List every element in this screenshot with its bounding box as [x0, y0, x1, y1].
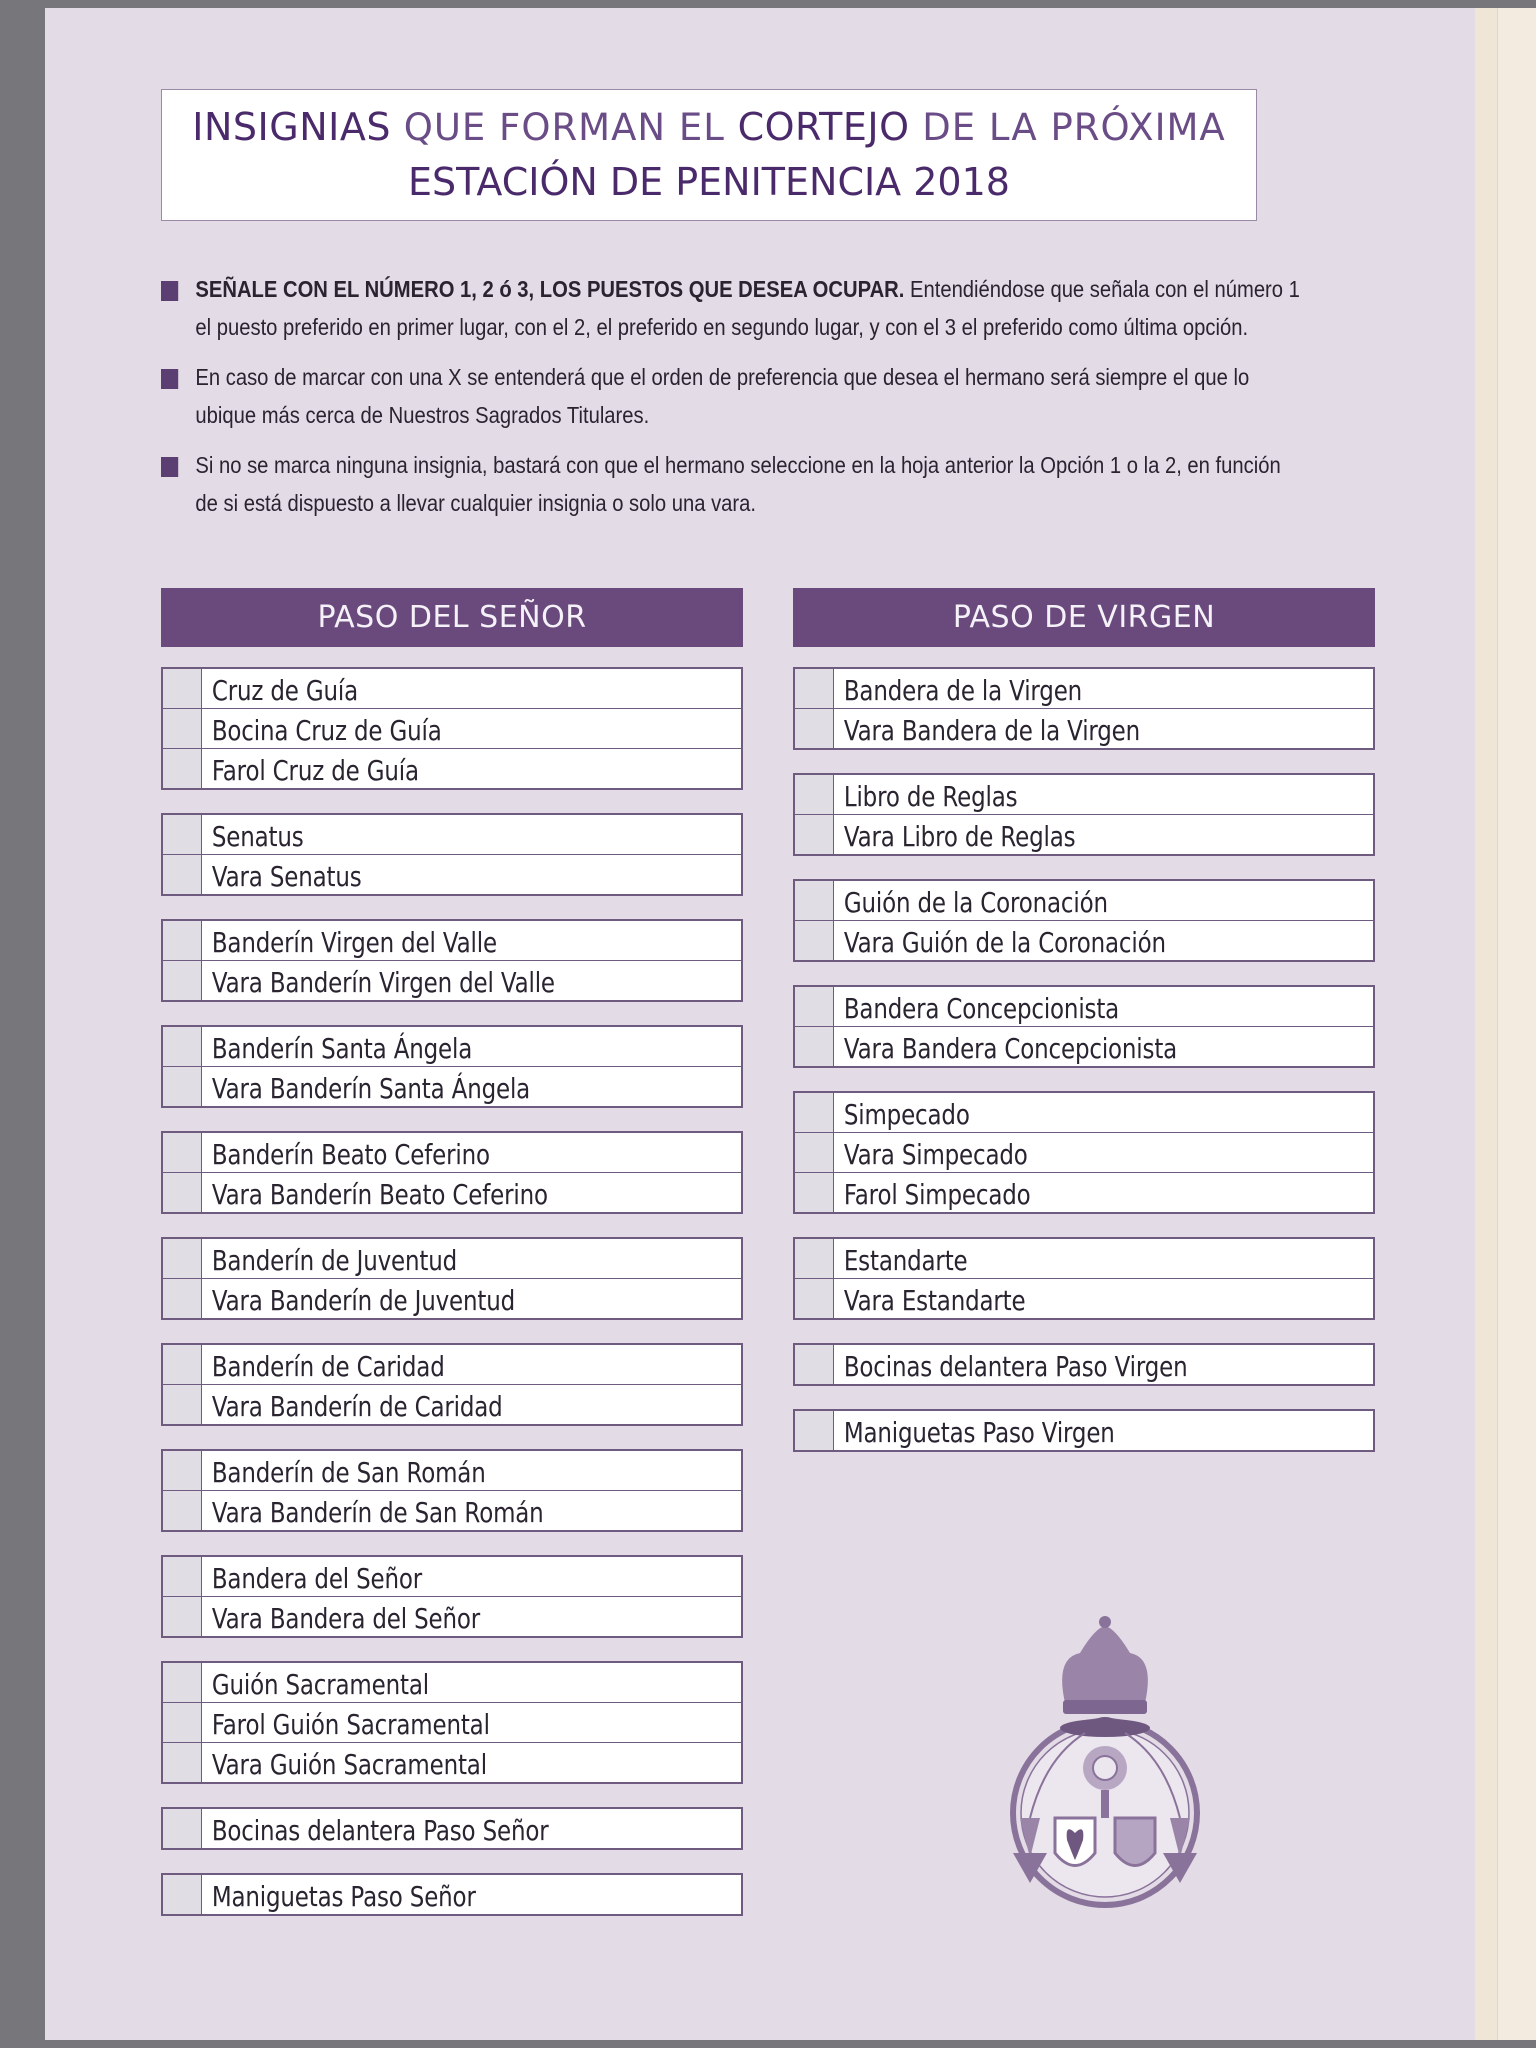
- insignia-group: [793, 1409, 1375, 1452]
- square-bullet-icon: [161, 369, 178, 389]
- title-text-b: DE LA PRÓXIMA: [909, 106, 1226, 149]
- insignia-row: [163, 921, 741, 960]
- column-header: PASO DE VIRGEN: [793, 588, 1375, 647]
- insignia-group: [161, 1131, 743, 1214]
- insignia-row: [795, 987, 1373, 1026]
- insignia-row: [163, 1490, 741, 1530]
- preference-checkbox[interactable]: [163, 1133, 202, 1172]
- insignia-row: [795, 920, 1373, 960]
- preference-checkbox[interactable]: [795, 669, 834, 708]
- preference-checkbox[interactable]: [163, 669, 202, 708]
- preference-checkbox[interactable]: [163, 1345, 202, 1384]
- preference-checkbox[interactable]: [795, 709, 834, 748]
- page-edge-strip: [1475, 8, 1536, 2040]
- insignia-row: [795, 1093, 1373, 1132]
- preference-checkbox[interactable]: [163, 1067, 202, 1106]
- insignia-row: [163, 1557, 741, 1596]
- preference-checkbox[interactable]: [163, 1239, 202, 1278]
- preference-checkbox[interactable]: [795, 921, 834, 960]
- preference-checkbox[interactable]: [163, 815, 202, 854]
- insignia-group: [793, 1091, 1375, 1214]
- insignia-label: Vara Bandera de la Virgen: [843, 714, 1141, 747]
- preference-checkbox[interactable]: [163, 1743, 202, 1782]
- insignia-label: Bandera del Señor: [211, 1562, 423, 1595]
- insignia-group: [793, 667, 1375, 750]
- preference-checkbox[interactable]: [795, 1173, 834, 1212]
- preference-checkbox[interactable]: [163, 1173, 202, 1212]
- instruction-text: Si no se marca ninguna insignia, bastará con que el hermano seleccione en la hoja anterior la Opción 1 o la 2, en función de si está dispuesto a llevar cualquier insignia o solo una vara.: [195, 452, 1281, 516]
- insignia-row: [163, 748, 741, 788]
- insignia-label: Farol Cruz de Guía: [211, 754, 419, 787]
- page-title: [161, 89, 1257, 221]
- instruction-item: [161, 358, 1305, 434]
- insignia-label: Maniguetas Paso Virgen: [843, 1416, 1115, 1449]
- column-header: PASO DEL SEÑOR: [161, 588, 743, 647]
- insignia-group: [161, 667, 743, 790]
- insignia-label: Bocina Cruz de Guía: [211, 714, 442, 747]
- insignia-label: Vara Banderín Santa Ángela: [211, 1072, 531, 1105]
- insignia-row: [163, 1239, 741, 1278]
- preference-checkbox[interactable]: [795, 1345, 834, 1384]
- preference-checkbox[interactable]: [795, 987, 834, 1026]
- insignia-label: Vara Bandera del Señor: [211, 1602, 481, 1635]
- insignia-label: Vara Banderín de San Román: [211, 1496, 544, 1529]
- insignia-row: [163, 1066, 741, 1106]
- insignia-row: [163, 1451, 741, 1490]
- insignia-label: Banderín Beato Ceferino: [211, 1138, 490, 1171]
- preference-checkbox[interactable]: [163, 749, 202, 788]
- insignia-row: [795, 1278, 1373, 1318]
- insignia-row: [163, 1875, 741, 1914]
- insignia-row: [163, 1702, 741, 1742]
- insignia-group: [793, 1237, 1375, 1320]
- preference-checkbox[interactable]: [163, 1451, 202, 1490]
- instruction-emphasis: SEÑALE CON EL NÚMERO 1, 2 ó 3, LOS PUESTOS QUE DESEA OCUPAR.: [195, 276, 905, 302]
- insignia-group: [161, 1237, 743, 1320]
- insignia-row: [163, 1809, 741, 1848]
- insignia-label: Banderín Santa Ángela: [211, 1032, 473, 1065]
- insignia-label: Banderín de San Román: [211, 1456, 486, 1489]
- insignia-group: [161, 1807, 743, 1850]
- insignia-label: Estandarte: [843, 1244, 968, 1277]
- insignia-row: [163, 1742, 741, 1782]
- insignia-group: [161, 1025, 743, 1108]
- insignia-row: [795, 881, 1373, 920]
- insignia-label: Guión de la Coronación: [843, 886, 1108, 919]
- instruction-item: [161, 446, 1305, 522]
- title-word-insignias: INSIGNIAS: [192, 105, 391, 149]
- insignia-row: [163, 669, 741, 708]
- insignia-row: [163, 1384, 741, 1424]
- insignia-row: [163, 1663, 741, 1702]
- insignia-label: Vara Banderín Beato Ceferino: [211, 1178, 548, 1211]
- preference-checkbox[interactable]: [795, 1027, 834, 1066]
- preference-checkbox[interactable]: [163, 1557, 202, 1596]
- insignia-row: [795, 708, 1373, 748]
- insignia-group: [161, 1343, 743, 1426]
- preference-checkbox[interactable]: [163, 1875, 202, 1914]
- title-word-cortejo: CORTEJO: [737, 105, 910, 149]
- insignia-row: [163, 1172, 741, 1212]
- insignia-label: Maniguetas Paso Señor: [211, 1880, 476, 1913]
- insignia-group: [161, 919, 743, 1002]
- title-text-a: QUE FORMAN EL: [390, 106, 738, 149]
- insignia-label: Farol Simpecado: [843, 1178, 1031, 1211]
- insignia-row: [163, 815, 741, 854]
- insignia-label: Farol Guión Sacramental: [211, 1708, 490, 1741]
- title-line-2: ESTACIÓN DE PENITENCIA 2018: [408, 160, 1010, 204]
- insignia-label: Bocinas delantera Paso Señor: [211, 1814, 549, 1847]
- insignia-row: [795, 775, 1373, 814]
- column-paso-senor: [161, 588, 743, 1939]
- insignia-row: [163, 1278, 741, 1318]
- instructions-list: [161, 270, 1300, 534]
- insignia-row: [795, 1172, 1373, 1212]
- insignia-row: [795, 1239, 1373, 1278]
- insignia-label: Vara Banderín de Juventud: [211, 1284, 516, 1317]
- insignia-label: Senatus: [211, 820, 304, 853]
- insignia-row: [163, 960, 741, 1000]
- insignia-group: [793, 1343, 1375, 1386]
- preference-checkbox[interactable]: [163, 1027, 202, 1066]
- insignia-label: Bocinas delantera Paso Virgen: [843, 1350, 1188, 1383]
- preference-checkbox[interactable]: [795, 1239, 834, 1278]
- insignia-group: [793, 773, 1375, 856]
- preference-checkbox[interactable]: [795, 1093, 834, 1132]
- insignia-group: [161, 1449, 743, 1532]
- insignia-row: [795, 1411, 1373, 1450]
- insignia-label: Vara Senatus: [211, 860, 362, 893]
- insignia-row: [163, 1596, 741, 1636]
- title-line-1: [162, 100, 1256, 155]
- insignia-label: Vara Guión de la Coronación: [843, 926, 1166, 959]
- preference-checkbox[interactable]: [795, 815, 834, 854]
- insignia-label: Guión Sacramental: [211, 1668, 429, 1701]
- preference-checkbox[interactable]: [163, 709, 202, 748]
- insignia-label: Vara Libro de Reglas: [843, 820, 1076, 853]
- preference-checkbox[interactable]: [795, 1133, 834, 1172]
- insignia-label: Bandera Concepcionista: [843, 992, 1120, 1025]
- insignia-group: [161, 1555, 743, 1638]
- insignia-label: Vara Estandarte: [843, 1284, 1026, 1317]
- insignia-label: Vara Banderín de Caridad: [211, 1390, 503, 1423]
- insignia-group: [161, 813, 743, 896]
- preference-checkbox[interactable]: [163, 1279, 202, 1318]
- insignia-row: [163, 1345, 741, 1384]
- preference-checkbox[interactable]: [163, 961, 202, 1000]
- insignia-label: Banderín de Caridad: [211, 1350, 445, 1383]
- preference-checkbox[interactable]: [163, 1663, 202, 1702]
- insignia-row: [795, 1132, 1373, 1172]
- preference-checkbox[interactable]: [795, 881, 834, 920]
- insignia-group: [793, 985, 1375, 1068]
- instruction-text: Entendiéndose que señala con el número 1 el puesto preferido en primer lugar, con el 2, el preferido en segundo lugar, y con el 3 el preferido como última opción.: [195, 276, 1300, 340]
- insignia-label: Vara Bandera Concepcionista: [843, 1032, 1178, 1065]
- insignia-row: [163, 854, 741, 894]
- instruction-text: En caso de marcar con una X se entenderá que el orden de preferencia que desea el hermano será siempre el que lo ubique más cerca de Nuestros Sagrados Titulares.: [195, 364, 1250, 428]
- preference-checkbox[interactable]: [163, 1597, 202, 1636]
- preference-checkbox[interactable]: [163, 1809, 202, 1848]
- insignia-label: Vara Banderín Virgen del Valle: [211, 966, 555, 999]
- preference-checkbox[interactable]: [163, 1385, 202, 1424]
- insignia-groups: [793, 667, 1375, 1452]
- preference-checkbox[interactable]: [795, 1279, 834, 1318]
- insignia-row: [163, 708, 741, 748]
- insignia-group: [793, 879, 1375, 962]
- square-bullet-icon: [161, 281, 178, 301]
- insignia-label: Vara Simpecado: [843, 1138, 1028, 1171]
- insignia-row: [795, 1345, 1373, 1384]
- preference-checkbox[interactable]: [163, 855, 202, 894]
- preference-checkbox[interactable]: [795, 775, 834, 814]
- preference-checkbox[interactable]: [163, 921, 202, 960]
- insignia-row: [163, 1133, 741, 1172]
- insignia-label: Vara Guión Sacramental: [211, 1748, 487, 1781]
- insignia-label: Banderín de Juventud: [211, 1244, 458, 1277]
- preference-checkbox[interactable]: [163, 1491, 202, 1530]
- column-paso-virgen: [793, 588, 1375, 1475]
- insignia-label: Libro de Reglas: [843, 780, 1018, 813]
- insignia-label: Bandera de la Virgen: [843, 674, 1083, 707]
- insignia-row: [795, 1026, 1373, 1066]
- insignia-group: [161, 1661, 743, 1784]
- insignia-group: [161, 1873, 743, 1916]
- insignia-label: Simpecado: [843, 1098, 970, 1131]
- brotherhood-coat-of-arms-icon: [985, 1608, 1225, 1908]
- insignia-label: Banderín Virgen del Valle: [211, 926, 497, 959]
- preference-checkbox[interactable]: [163, 1703, 202, 1742]
- insignia-groups: [161, 667, 743, 1916]
- insignia-row: [795, 814, 1373, 854]
- insignia-row: [163, 1027, 741, 1066]
- insignia-label: Cruz de Guía: [211, 674, 359, 707]
- square-bullet-icon: [161, 457, 178, 477]
- insignia-row: [795, 669, 1373, 708]
- instruction-item: [161, 270, 1305, 346]
- document-page: [45, 8, 1475, 2040]
- preference-checkbox[interactable]: [795, 1411, 834, 1450]
